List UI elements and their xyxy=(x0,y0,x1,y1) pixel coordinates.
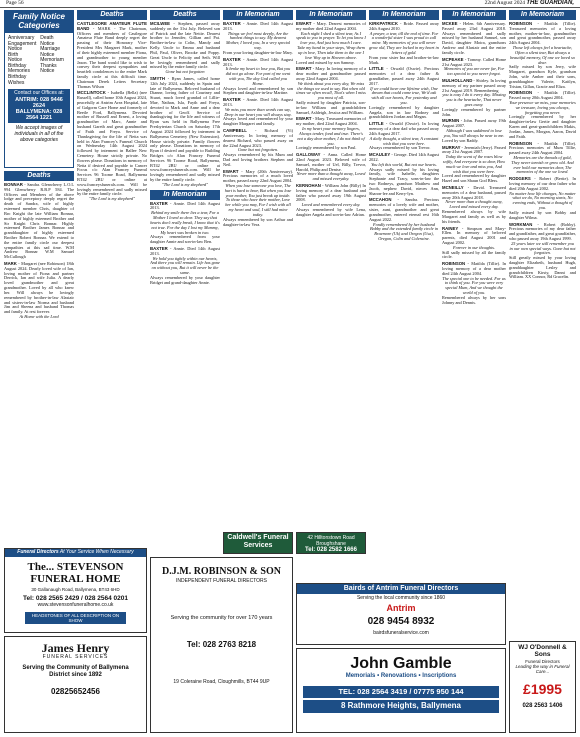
notice: BONNAR - Sandra. Glenwherry L.O.L 994 Glenwherry R.B.P 584. The Officers and Members of the above lodge and preceptory deeply regret the death of Sandra, wife of highly esteemed member Chris, daughter of Bro Knight the late William Bonnar, mother of highly esteemed Brother and Sir Knight Chris Bonnar. Highly esteemed Brother James Bonnar and granddaughter of highly esteemed Brother Robert Bonnar. We extend to the entire family circle our deepest sympathies at this sad time. W.M Andrew Bonnar W.M Samuel McCullough xyxy=(4,182,74,260)
notice: RAINEY - Simpson and Mary-Ellen. In memory of beloved parents, died August 2001 and August 2002. Forever in our thoughts. Still sadly missed by all the family circle. xyxy=(442,225,506,260)
notice: ROBINSON - Matilda (Tillie). In loving memory of a dear mother died 24th August 2004. The special one to be needed. For us to think of you. For you were very special Mum, And we thought the world of you. Remembered always by her sons Johnny and Dennis. xyxy=(442,261,506,305)
deaths-header: Deaths xyxy=(77,10,147,20)
caldwells-ad: Caldwell's Funeral Services xyxy=(223,532,293,554)
page-header xyxy=(0,0,580,8)
memoriam-header: In Memoriam xyxy=(509,10,576,20)
page-number: Page 56 xyxy=(6,0,24,7)
james-henry-ad: James Henry FUNERAL SERVICES Serving the Community of Ballymena District since 1892 02825652456 xyxy=(4,636,147,733)
notice: KERNOHAN - William John (Billy) In loving memory of a dear husband and father who passed away 19th August 2008. Loved and remembered every day. Always remembered by wife Lena, daughter Angela and son-in-law Adrian. xyxy=(296,183,366,217)
wj-odonnell-ad: WJ O'Donnell & Sons Funeral Directors Leading the way in Funeral Care... £1995 028 2563 1406 xyxy=(509,641,576,733)
column-6 xyxy=(369,10,439,580)
notice: MCCAHON - Sandra. Precious memories of a lovely wife and mother, sister, aunt, grandmother and great grandmother, entered eternal rest 16th August 2022. Fondly remembered by her husband Bobby and the extended family circle in Braemore (Uk) and Oregon (Usa), Oregon, Colin and Coleraine. xyxy=(369,197,439,241)
page-date: 22nd August 2024 THE GUARDIAN, xyxy=(484,0,574,7)
djm-robinson-ad: D.J.M. ROBINSON & SON INDEPENDENT FUNERAL DIRECTORS Serving the community for over 170 years Tel: 028 2763 8218 19 Coleraine Road, Cloughmills, BT44 9UP xyxy=(150,557,293,733)
column-5 xyxy=(296,10,366,530)
notice: SMYTH - Ryan James, called home 12th July 2024, suddenly in Spain and late of Ballymena. Beloved husband of Dianne, loving father of Courtney and Stuart, much loved grandad of Lillie-Mae, Nathan, Isla, Fayth and Freya, devoted to Mark and Anne and a dear brother of Geoff. Service of thanksgiving for the life and witness of Ryan was held in Ballymena Free Presbyterian Church on Saturday 17th August 2024 followed by interment in Ballymena Cemetery (New Extension). House strictly private. Family flowers only please. Donations in memory of Ryan if desired and payable to Building Bridges c/o Alan Francey Funeral Services 96 Toome Road, Ballymena, BT42 2BU or online at www.franceysfunerals.com. Will be lovingly remembered and sadly missed by the entire family circle. "The Lord is my shepherd" xyxy=(150,75,220,187)
notice-index-box xyxy=(4,10,74,168)
memoriam-header: In Memoriam xyxy=(150,190,220,200)
notice: LITTLE - Oswald (Oswie). Precious memories of a dear father & grandfather, passed away 24th August 2017. If we could have one lifetime wish, One dream that could come true, We'd ask with all our hearts, For yesterday and you. Lovingly remembered by daughter Angela, son in law Rodney and grandchildren Jordan and Megan. xyxy=(369,66,439,120)
notice: EWART - Mary (20th Anniversary). Precious memories of a much loved mother, passed away 22nd August 2004. When you lose someone you love, The hurt is hard to bear, But when you lose your mother, You just break up inside. To those who have their mother, Love her while you may, For I wish with all my heart and soul, I still had mine today. Always remembered by son Arthur and daughter-in-law Vera. xyxy=(223,168,293,227)
index-list-left: Anniversary Engagement Notice Birth Notice Birthday Memories Birthday Wishes xyxy=(8,34,37,86)
notice: MCILWEE - Stephen, passed away suddenly on the 31st July. Beloved son of Patrick and the late Nettie. Dearest brother to Jennifer, Gillian and Pat. Brother-in-law to Colin, Mandy and Kelly. Uncle to Emma and husband Phil, Paul, Oliver, Brooke and Poppy. Great Uncle to Felicity and Seth. Will be lovingly remembered and sadly missed by the entire family circle. Gone but not forgotten xyxy=(150,21,220,75)
stevenson-funeral-ad: Funeral Directors At Your Service When Necessary The... STEVENSON FUNERAL HOME 30 Gallanaugh Road, Ballymena, BT43 6HD Tel: 028 2565 2429 / 028 2564 0201 www.stevensonfuneralhome.co.uk HEADSTONES OF ALL DESCRIPTION ON SHOW xyxy=(4,548,147,633)
column-3 xyxy=(150,10,220,555)
notice: BAXTER - Annie. Died 14th August 2013. We hold you tightly within our hearts, And there you will remain. Life has gone on without you, But it will never be the same. Always remembered by your daughter Bridget and grand-daughter Annie. xyxy=(150,245,220,285)
memoriam-header: In Memoriam xyxy=(223,10,293,20)
notice: MURRAY - Jeremiah (Jerry). Passed away 21st August 2007. Today the scent of the roses blow softly, And everyone is so dear, How much we love and miss you, And wish that you were here. Loved and remembered by daughter Hazel and son Shaun God Bless. xyxy=(442,144,506,184)
notice: MCKEE - Helen. 6th Anniversary. Passed away 23rd August 2018. Always remembered and sadly missed by her husband Samuel, son David, daughter Moira, grandsons Andrew and Alastair and the entire family circle. xyxy=(442,21,506,55)
index-title: Family Notice Categories xyxy=(5,11,73,33)
images-note: We accept images of individuals in all of the above categories xyxy=(14,125,64,143)
notice: WORKMAN - Robert (Bobby). Precious memories of my dear father and grandfather, and great grandfather, who passed away 19th August 1999. 25 years later we still remember you in our own special ways. Gone but not forgotten. Still greatly missed by your loving daughter Elizabeth, husband Hugh, granddaughter Lesley and grandchildren Kirsty, Danni and William. XX Connor, Rd Gracelin. xyxy=(509,221,576,280)
notice: MCPEAKE - Tommy. Called Home 21st August 2023. Memories of you are never far, For too special to you never forgot. xyxy=(442,56,506,77)
notice: MCNEILLY - David. Treasured memories of a dear husband, passed away 20th August 2018. Never more than a thought away, Loved and missed every day. Remembered always by wife Margaret and family as well as by his friends. xyxy=(442,185,506,224)
column-7 xyxy=(442,10,506,638)
notice: RODGERS - Robert (Bertie). In loving memory of our dear father who died 20th August 2002. No matter how life changes, No matter what we do, No morning starts, No evening ends, Without a thought of you. Sadly missed by son Bobby and daughter Wilma. xyxy=(509,176,576,220)
notice: ROBINSON - Matilda (Tillie). Treasured memories of a loving mother, mother-in-law, grandmother and great grandmother, passed away 24th August 2004. Those left always feel a heartache, Often a silent tear, But always a beautiful memory, Of one we loved so dear. Sadly missed by son Jerry, wife Margaret, grandson Kyle, grandson John, wife Amber and their sons, granddaughter Valerie, Kaitlyn, Tristan, Gillan, Gracie and Eliza. xyxy=(509,21,576,89)
notice: ROBINSON - Matilda (Tillie). Passed away 20th August 2004. Your presence we miss, your memories we treasure, loving you always, forgetting you never. Lovingly remembered by her daughter-in-law Gertie and daughter Karen and great-grandchildren Makis, Jordan, James, Morgan, Aaron, David and Faith. xyxy=(509,90,576,139)
caldwells-contact: 42 Hilltonstown Road Broughshane Tel: 028 2582 1666 xyxy=(296,532,366,554)
notice: ROBINSON - Matilda (Tillie). Precious memories of Mum Tillie, passed away 24th August 2004. Memories are the threads of gold, They never tarnish or grow old. And ever hold our memories dear, The memories of the one we loved. xyxy=(509,140,576,175)
notice: BAXTER - Annie. Died 14th August 2013. Things we feel most deeply, Are the hardest things to say. My dearest Mother, I loved you, In a very special way. From your loving daughter-in-law Mary. xyxy=(223,21,293,55)
index-list-right: Death Notice Marriage Notice Memoriam Thanks Notice xyxy=(40,34,64,75)
column-4 xyxy=(223,10,293,530)
memoriam-header: In Memoriam xyxy=(369,10,439,20)
notice: MURNIN - John. Passed away 19th August 2007. Although I was saddened to lose you, You will always be near to me. Loved by son Raddy. xyxy=(442,118,506,143)
deaths-header: Deaths xyxy=(150,10,220,20)
notice: CASTLEGORE AMATEUR FLUTE BAND - MARK - The Chairman, Officers and members of Castlegore Amateur Flute Band deeply regret the passing of their Honorary Vice-President Mrs Margaret Mark, mother of their highly esteemed member Fiona, and grandmother to young member Jason. The band would like to wish to convey their deepest sympathies and heartfelt condolences to the entire Mark family circle at this difficult time. Chairman Derek Leiters Secretary Thomas Wilson xyxy=(77,21,147,89)
notice: GALLOWAY - Anna. Called Home 22nd August 2023. Beloved wife of Samuel, mother of Uel, Billy, Trevor, Harold, Philip and Denise. Never more than a thought away, Loved and missed everyday. xyxy=(296,152,366,182)
notice: KIRKPATRICK - Bride. Passed away 24th August 2010. A prayer, a tear, till the end of time. For a wonderful sister I was proud to call mine. My memories of you will never grow old, They are locked in my heart in letters of gold. From your sister Ina and brother-in-law Mark. xyxy=(369,21,439,65)
memoriam-header: In Memoriam xyxy=(296,10,366,20)
column-2 xyxy=(77,10,147,535)
notice: CAMPBELL - Richard (Vi) Anniversary. In loving memory of dearest Richard, who passed away on the 22nd August 2023. Gone but not forgotten. Always remembered by his Mum and Dad and loving brothers Stephen and Neil. xyxy=(223,128,293,167)
column-8 xyxy=(509,10,576,638)
memoriam-header: In Memoriam xyxy=(442,10,506,20)
notice: MULHOLLAND - Shirley. In loving memory of my partner passed away 21st August 2019. Remembering you is easy I do it every day. Missing you is the heartache, That never goes away. Lovingly remembered by partner John. xyxy=(442,77,506,117)
bairds-ad: Bairds of Antrim Funeral Directors Serving the local community since 1860 Antrim 028 9454 8932 bairdsfuneralservice.com xyxy=(296,583,506,645)
notice: EWART - Mary. Dearest memories of my mother died 22nd August 2004. Each night I shed a silent tear, As I speak to you in prayer. To let you know I love you, And just how much I care. Take my hand in your steps, Wrap them up in love, Then take them to the one I love Way up in Heaven above. Loved and missed by son Sammy. xyxy=(296,21,366,65)
notice: EWART - Mary. Treasured memories of my mother, died 22nd August 2004. In my heart your memory lingers, Always tender, fond and true. There's not a day dear mother, I do not think of you. Lovingly remembered by son Paul. xyxy=(296,116,366,151)
notice: LITTLE - Oswald (Oswie). In loving memory of a dear dad who passed away 24th August 2017. A daily thought, a silent tear, A constant wish that you were here. Always remembered by son Trevor. xyxy=(369,121,439,151)
notice: BAXTER - Annie. Died 14th August 2013. It broke my heart to lose you, But you did not go alone. For part of me went with you, The day God called you Home. Always loved and remembered by son Stephen and daughter-in-law Martine. xyxy=(223,56,293,96)
contact-box: Contact our Offices at: ANTRIM: 028 9446 2624 BALLYMENA: 028 2564 1221 xyxy=(8,89,70,123)
column-1 xyxy=(4,10,74,545)
notice: BAXTER - Annie. Died 14th August 2013. Behind my smile there lies a tear, For a Mother I loved so dear. They say that hearts don't really break, I know that it's not true. For the day I lost my Mummy, My heart was broken in two. Always remembered from your daughter Annie and son-in-law Ben. xyxy=(150,200,220,245)
notice: MCCLINTOCK - Isabella (Bella) (nee Russell), called home 10th August 2024, peacefully at Antrim Area Hospital, late of Galgorm Care Home and formerly of Beetle Ford, Ballymena. Devoted mother of Russell and Ernest, a loving grandmother of Marc, Annie and husband Gareth and great grandmother of Faith and Freya. Service of Thanksgiving for the life of Netta was held in Alan Francey's Funeral Church on Wednesday 14th August 2024 followed by interment in Ballee New Cemetery. House strictly private. No flowers please. Donations in memory of Netta if desired and payable to Cancer Focus c/o Alan Francey Funeral Services 96 Toome Road, Ballymena BT42 2BU or online at www.franceysfunerals.com. Will be lovingly remembered and sadly missed by the entire family circle. "The Lord is my shepherd" xyxy=(77,90,147,202)
notice: MARK - Margaret (nee Robinson) 18th August 2024. Dearly loved wife of Ian, loving mother of Fiona and partner Derrick, Ian and wife Julia. A dearly loved grandmother and great grandmother. Loved by all who knew her. Will always be lovingly remembered by brother-in-law Alastair and sisters-in-law Norma and husband Jim and Sheena and husband Thomas and family. At rest forever. At Home with the Lord xyxy=(4,261,74,319)
deaths-header: Deaths xyxy=(4,171,74,181)
notice: BAXTER - Annie. Died 14th August 2013. We miss you more than words can say, Deep in our heart you will always stay. Always loved and remembered by your daughter Margaret and family. xyxy=(223,97,293,127)
notice: MCAULEY - George. Died 14th August 2022. You left this world, But not our hearts. Always sadly missed by his loving family, wife Isabelle, daughters Stephanie and Tracy, sons-in-law the two Rodneys, grandson Matthew and Jacob, nephew David, nieces Ann, Sharon-lee and Kerry-lyn. xyxy=(369,152,439,196)
notice: EWART - Mary. In loving memory of a dear mother and grandmother passed away 22nd August 2004. We think about you every day, We miss the things we used to say. But when old times we often recall, That's when I miss you most of all. Sadly missed by daughter Patricia, son-in-law William and grandchildren Samuel, Ashleigh, Jessica and William. xyxy=(296,66,366,115)
john-gamble-ad: John Gamble Memorials • Renovations • Inscriptions TEL: 028 2564 3419 / 07775 950 144 8 Rathmore Heights, Ballymena xyxy=(296,648,506,733)
